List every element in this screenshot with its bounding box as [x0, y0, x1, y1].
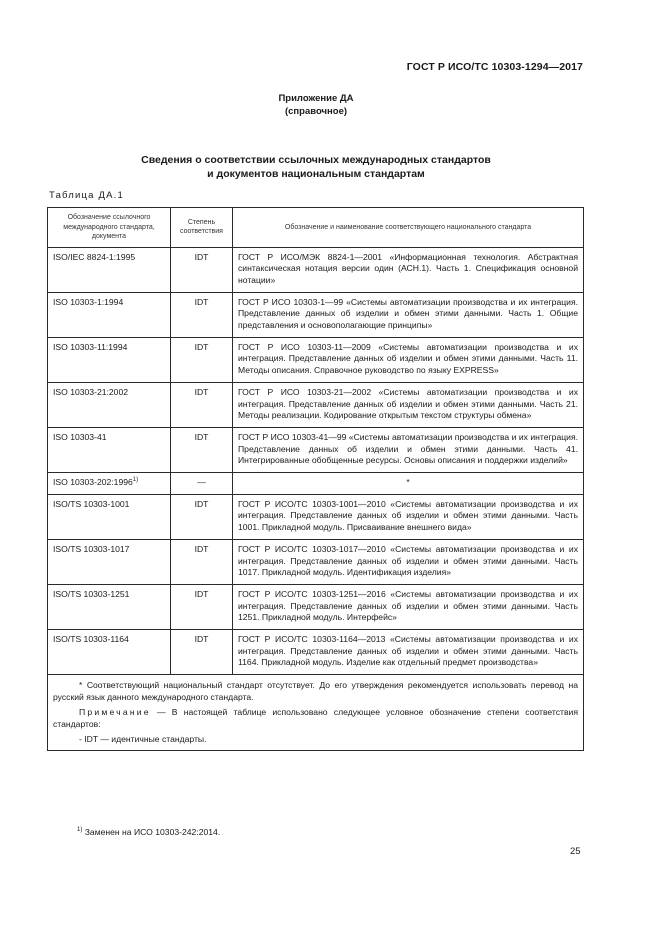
table-row: [48, 584, 584, 629]
designation-cell: ISO 10303-41: [48, 427, 171, 472]
table-row: [48, 473, 584, 495]
national-standard-cell: ГОСТ Р ИСО/ТС 10303-1001—2010 «Системы автоматизации производства и их интеграция. Представление данных об изделии и обмен этими данными. Часть 1001. Прикладной модуль. Присваивание внешнего вида»: [233, 494, 584, 539]
header-degree: Степень соответствия: [171, 208, 233, 248]
table-row: [48, 494, 584, 539]
designation-cell: ISO/TS 10303-1251: [48, 584, 171, 629]
degree-cell: IDT: [171, 427, 233, 472]
table-row: [48, 292, 584, 337]
note-text: — В настоящей таблице использовано следующее условное обозначение степени соответствия стандартов:: [53, 707, 578, 730]
asterisk-note: * Соответствующий национальный стандарт отсутствует. До его утверждения рекомендуется использовать перевод на русский язык данного международного стандарта.: [53, 680, 578, 703]
degree-cell: IDT: [171, 337, 233, 382]
designation-cell: [48, 473, 171, 495]
degree-cell: IDT: [171, 247, 233, 292]
degree-cell: IDT: [171, 630, 233, 675]
designation-cell: ISO 10303-1:1994: [48, 292, 171, 337]
appendix-title: Приложение ДА: [278, 93, 354, 104]
table-notes: [48, 675, 584, 751]
degree-cell: IDT: [171, 292, 233, 337]
table-note: [53, 706, 578, 730]
national-standard-cell: *: [233, 473, 584, 495]
appendix-heading: [0, 92, 632, 118]
national-standard-cell: ГОСТ Р ИСО 10303-41—99 «Системы автоматизации производства и их интеграция. Представление данных об изделии и обмен этими данными. Часть 41. Интегрированные обобщенные ресурсы. Основы описания и поддержки изделий»: [233, 427, 584, 472]
table-row: [48, 427, 584, 472]
designation-text: ISO 10303-202:1996: [53, 477, 133, 488]
page-footnote: [77, 827, 220, 837]
page-number: 25: [570, 846, 581, 857]
designation-cell: ISO/IEC 8824-1:1995: [48, 247, 171, 292]
table-row: [48, 382, 584, 427]
designation-cell: ISO 10303-11:1994: [48, 337, 171, 382]
footnote-mark: 1): [132, 477, 139, 484]
designation-cell: ISO 10303-21:2002: [48, 382, 171, 427]
degree-cell: IDT: [171, 539, 233, 584]
national-standard-cell: ГОСТ Р ИСО 10303-21—2002 «Системы автоматизации производства и их интеграция. Представление данных об изделии и обмен этими данными. Часть 21. Методы реализации. Кодирование открытым текстом структуры обмена»: [233, 382, 584, 427]
degree-cell: IDT: [171, 584, 233, 629]
table-row: [48, 247, 584, 292]
appendix-subtitle: (справочное): [284, 106, 348, 117]
degree-cell: IDT: [171, 494, 233, 539]
designation-cell: ISO/TS 10303-1164: [48, 630, 171, 675]
header-designation: Обозначение ссылочного международного стандарта, документа: [48, 208, 171, 248]
note-label: Примечание: [79, 707, 151, 718]
national-standard-cell: ГОСТ Р ИСО/ТС 10303-1251—2016 «Системы автоматизации производства и их интеграция. Представление данных об изделии и обмен этими данными. Часть 1251. Прикладной модуль. Интерфейс»: [233, 584, 584, 629]
degree-cell: IDT: [171, 382, 233, 427]
section-title: [0, 153, 632, 181]
idt-note: - IDT — идентичные стандарты.: [79, 734, 207, 745]
national-standard-cell: ГОСТ Р ИСО 10303-11—2009 «Системы автоматизации производства и их интеграция. Представление данных об изделии и обмен этими данными. Часть 11. Методы описания. Справочное руководство по языку EXPRESS»: [233, 337, 584, 382]
standards-correspondence-table: [47, 207, 584, 751]
section-title-line-1: Сведения о соответствии ссылочных международных стандартов: [141, 154, 491, 166]
table-notes-row: [48, 675, 584, 751]
table-row: [48, 539, 584, 584]
table-row: [48, 337, 584, 382]
national-standard-cell: ГОСТ Р ИСО/МЭК 8824-1—2001 «Информационная технология. Абстрактная синтаксическая нотация версии один (АСН.1). Часть 1. Спецификация основной нотации»: [233, 247, 584, 292]
national-standard-cell: ГОСТ Р ИСО/ТС 10303-1164—2013 «Системы автоматизации производства и их интеграция. Представление данных об изделии и обмен этими данными. Часть 1164. Прикладной модуль. Изделие как отдельный предмет производства»: [233, 630, 584, 675]
table-caption: Таблица ДА.1: [49, 190, 124, 201]
table-row: [48, 630, 584, 675]
footnote-mark: 1): [77, 827, 83, 834]
degree-cell: —: [171, 473, 233, 495]
document-header: ГОСТ Р ИСО/ТС 10303-1294—2017: [406, 61, 583, 73]
section-title-line-2: и документов национальным стандартам: [207, 168, 425, 180]
designation-cell: ISO/TS 10303-1001: [48, 494, 171, 539]
footnote-text: Заменен на ИСО 10303-242:2014.: [82, 827, 221, 837]
national-standard-cell: ГОСТ Р ИСО/ТС 10303-1017—2010 «Системы автоматизации производства и их интеграция. Представление данных об изделии и обмен этими данными. Часть 1017. Прикладной модуль. Идентификация изделия»: [233, 539, 584, 584]
designation-cell: ISO/TS 10303-1017: [48, 539, 171, 584]
national-standard-cell: ГОСТ Р ИСО 10303-1—99 «Системы автоматизации производства и их интеграция. Представление данных об изделии и обмен этими данными. Часть 1. Общие представления и основополагающие принципы»: [233, 292, 584, 337]
table-header-row: [48, 208, 584, 248]
header-national-standard: Обозначение и наименование соответствующего национального стандарта: [233, 208, 584, 248]
